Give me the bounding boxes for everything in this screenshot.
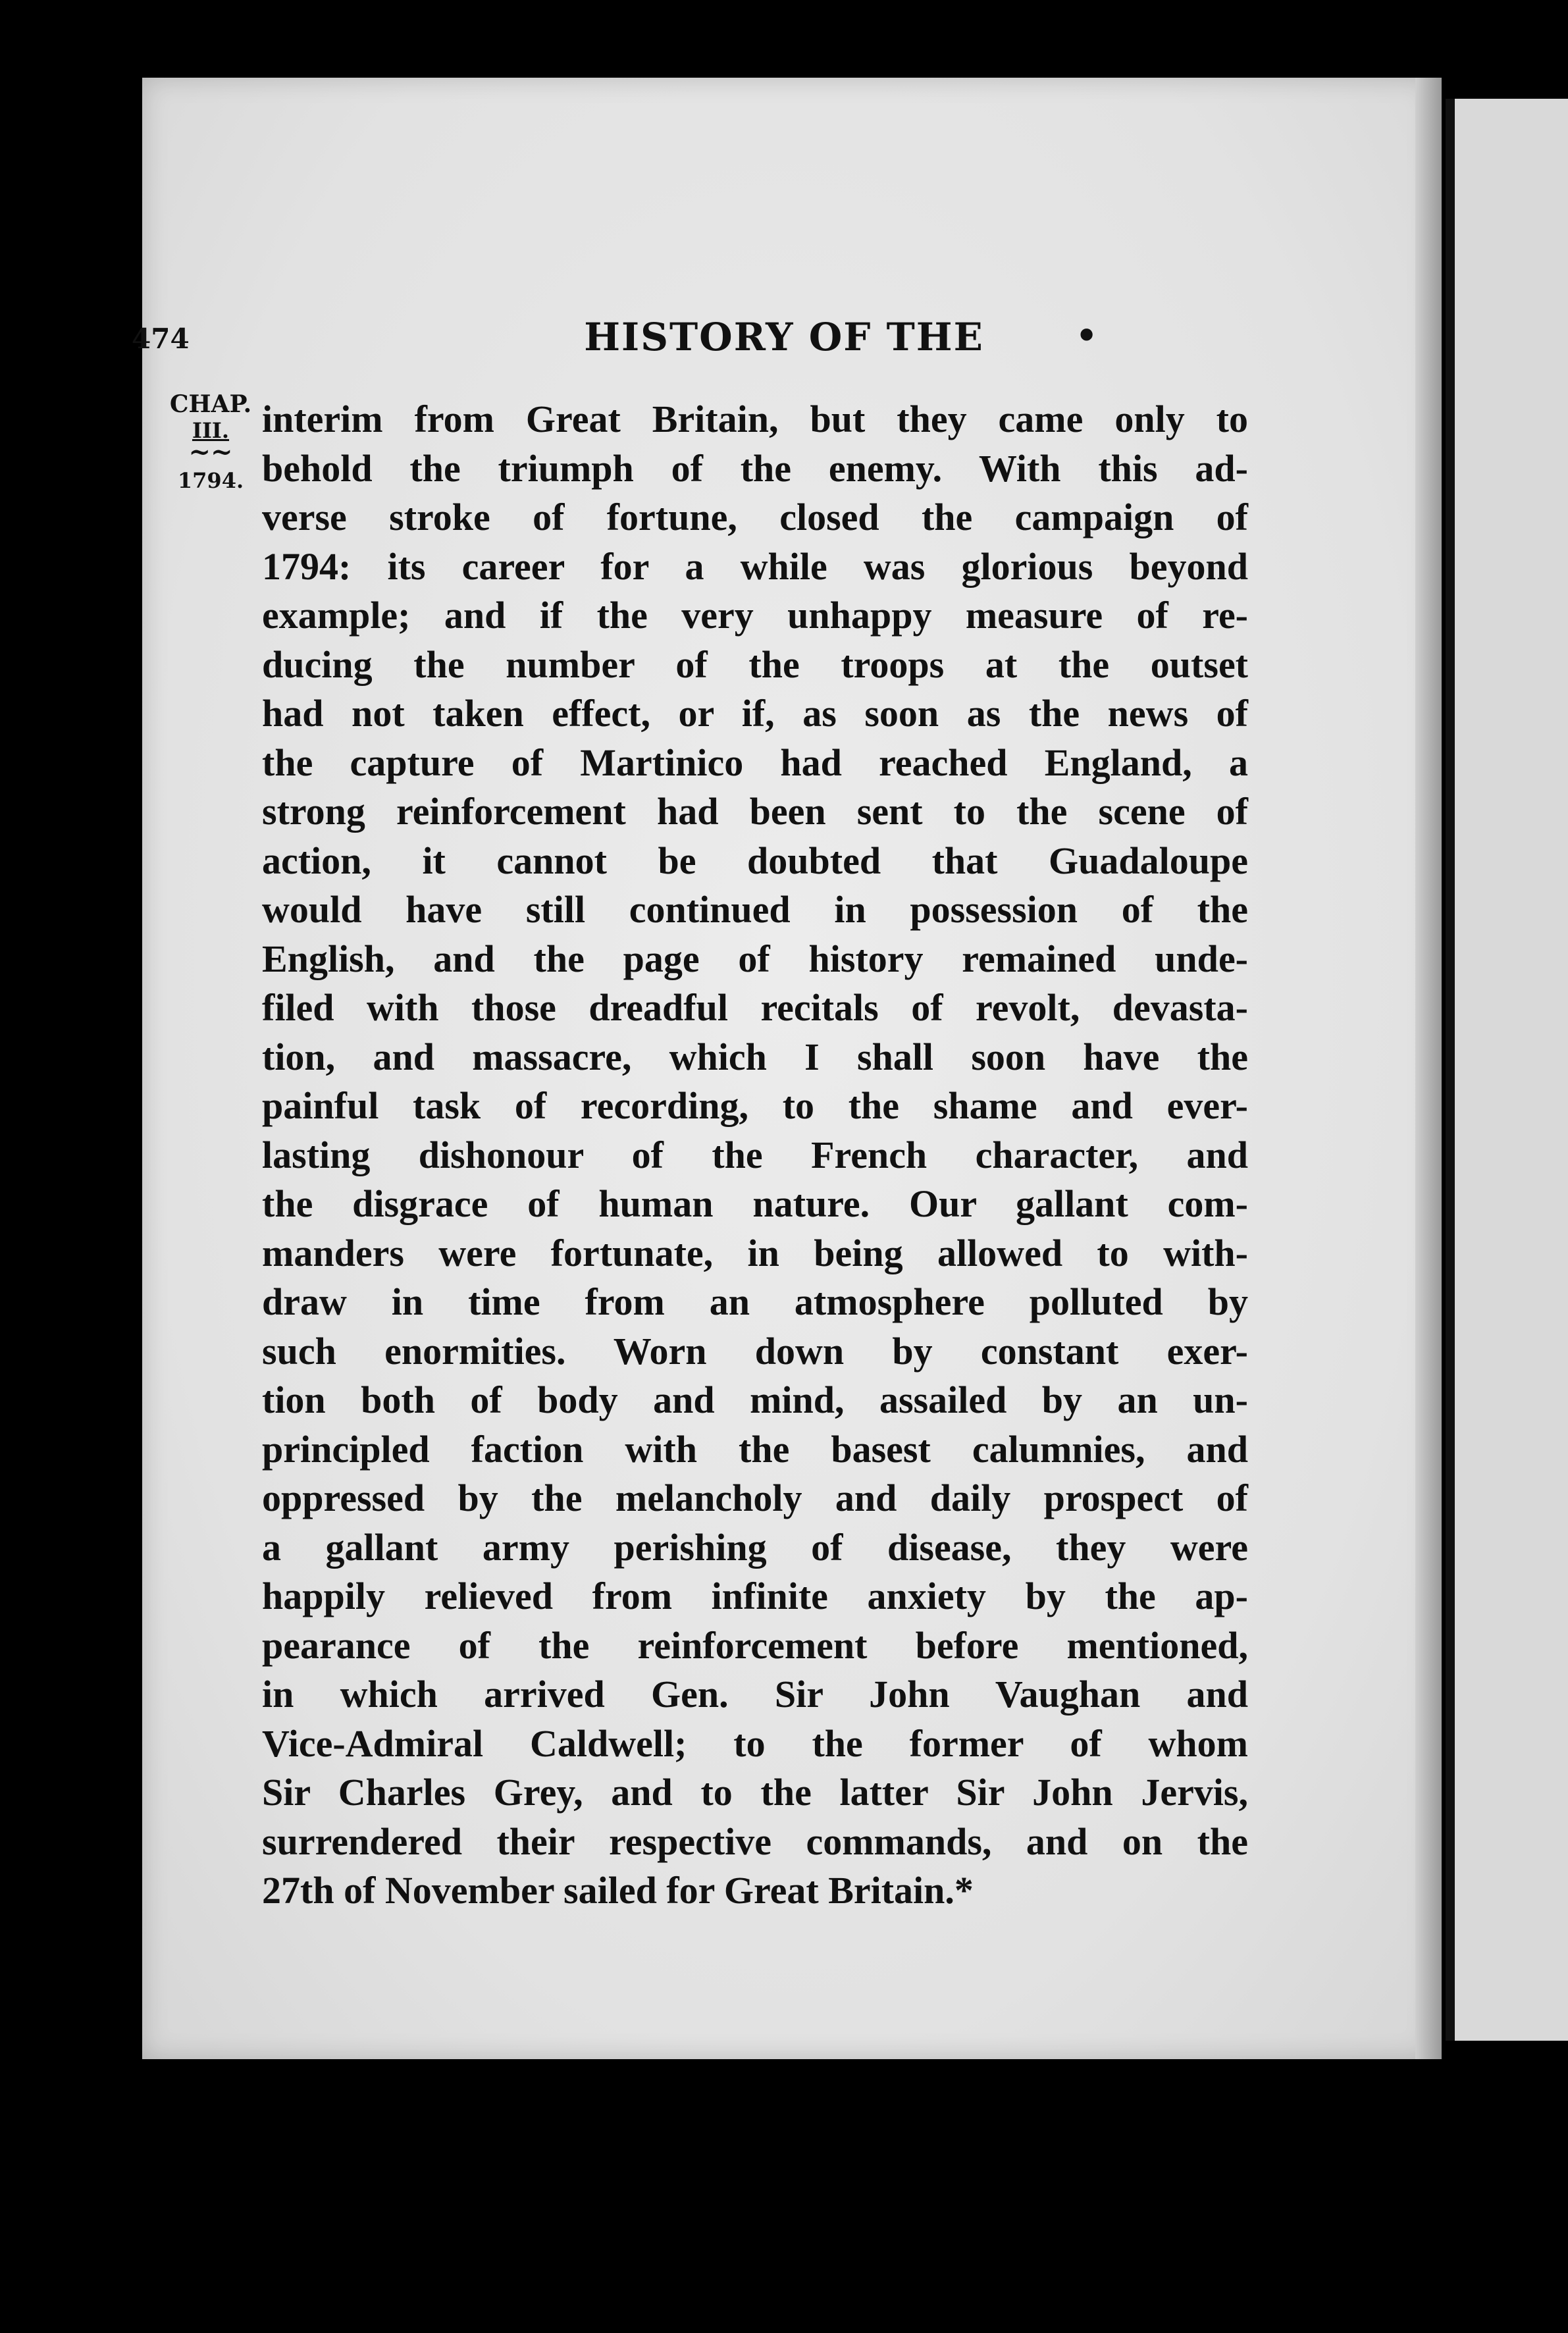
page-gutter-shadow [1415,78,1442,2059]
running-title: HISTORY OF THE [584,315,984,359]
facing-page-edge [1446,99,1568,2041]
text-line: happily relieved from infinite anxiety by the ap- [262,1575,1248,1617]
chapter-number: III. [192,418,230,443]
text-line: action, it cannot be doubted that Guadaloupe [262,839,1248,882]
text-line: strong reinforcement had been sent to the scene of [262,790,1248,833]
text-line: would have still continued in possession of the [262,888,1248,931]
text-line: interim from Great Britain, but they came only to [262,398,1248,440]
text-line: such enormities. Worn down by constant exer- [262,1329,1248,1373]
text-line: the disgrace of human nature. Our gallant com- [262,1182,1248,1225]
marginal-note [158,390,263,499]
text-line: painful task of recording, to the shame and ever- [262,1084,1248,1127]
text-line: ducing the number of the troops at the outset [262,642,1248,686]
swash-ornament: ~~ [188,436,233,467]
text-line: behold the triumph of the enemy. With this ad- [262,446,1248,490]
text-line: in which arrived Gen. Sir John Vaughan and [262,1673,1248,1716]
text-line: Vice-Admiral Caldwell; to the former of whom [262,1721,1248,1765]
header-ornament: • [1076,316,1098,356]
running-header [0,315,1568,367]
text-line: draw in time from an atmosphere polluted by [262,1280,1248,1323]
text-line: Sir Charles Grey, and to the latter Sir John Jervis, [262,1771,1248,1814]
text-line: tion both of body and mind, assailed by an un- [262,1378,1248,1421]
text-line: principled faction with the basest calumnies, and [262,1427,1248,1471]
text-line: example; and if the very unhappy measure of re- [262,594,1248,637]
text-line: English, and the page of history remained unde- [262,937,1248,980]
body-text [262,395,1248,1916]
margin-year: 1794. [177,468,244,493]
text-line: oppressed by the melancholy and daily prospect of [262,1477,1248,1519]
text-line: tion, and massacre, which I shall soon have the [262,1035,1248,1078]
text-line: surrendered their respective commands, and on the [262,1820,1248,1863]
text-line: a gallant army perishing of disease, they were [262,1525,1248,1569]
text-line: lasting dishonour of the French character, and [262,1133,1248,1176]
text-line: the capture of Martinico had reached England, a [262,741,1248,784]
text-line: filed with those dreadful recitals of revolt, devasta- [262,986,1248,1029]
text-line: had not taken effect, or if, as soon as the news of [262,692,1248,735]
text-line: manders were fortunate, in being allowed to with- [262,1231,1248,1274]
chapter-label: CHAP. [169,390,252,418]
text-line: pearance of the reinforcement before mentioned, [262,1623,1248,1667]
text-line: 1794: its career for a while was glorious beyond [262,544,1248,588]
text-line: 27th of November sailed for Great Britain.* [262,1869,974,1912]
text-line: verse stroke of fortune, closed the campaign of [262,496,1248,538]
page-number: 474 [132,323,190,355]
